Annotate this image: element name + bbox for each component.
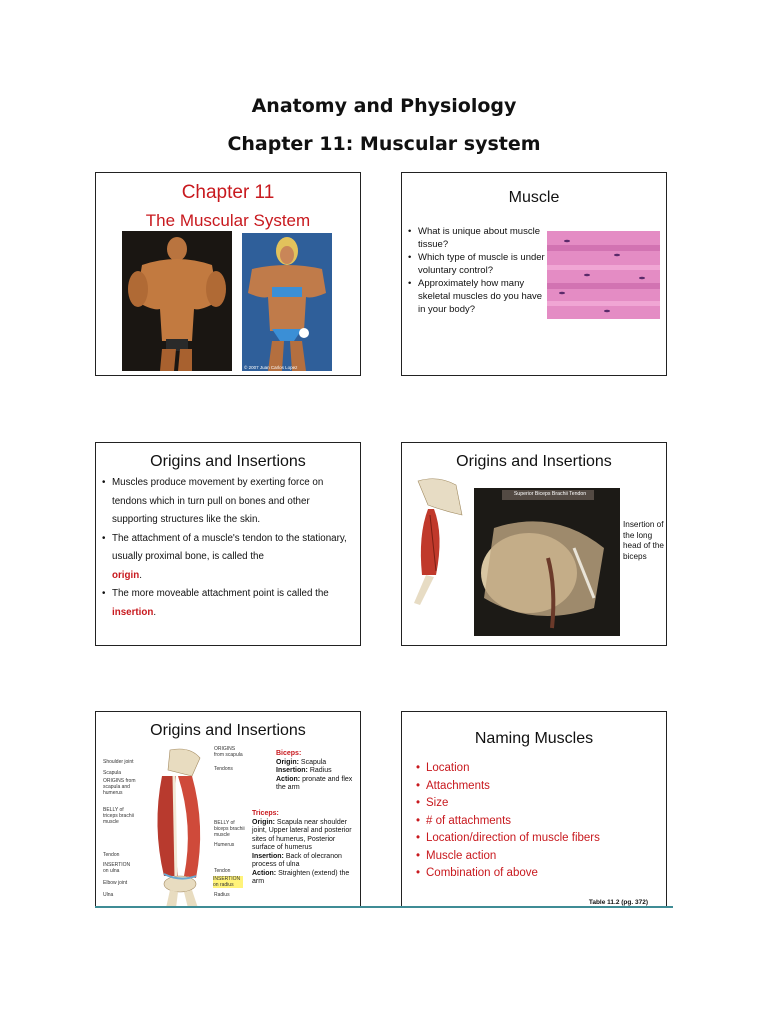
- table-reference: Table 11.2 (pg. 372): [588, 899, 648, 906]
- document-title: Anatomy and Physiology: [251, 95, 517, 117]
- muscle-tissue-micrograph: [547, 231, 660, 319]
- list-item: • Muscles produce movement by exerting force on tendons which in turn pull on bones and other supporting structures like the skin.: [102, 474, 354, 530]
- photo-label: Superior Biceps Brachii Tendon: [513, 491, 587, 497]
- triceps-action: Action: Straighten (extend) the arm: [252, 869, 350, 885]
- insertion-caption: Insertion of the long head of the biceps: [623, 520, 664, 561]
- label-left: ORIGINS from scapula and humerus: [103, 778, 136, 796]
- biceps-heading: Biceps:: [276, 750, 302, 757]
- slide-title: Origins and Insertions: [456, 453, 612, 470]
- slide-title: Naming Muscles: [474, 730, 594, 747]
- insertion-term: insertion: [112, 606, 154, 618]
- biceps-info: [276, 750, 360, 793]
- biceps-triceps-illustration: [140, 746, 216, 907]
- list-item: • Location: [416, 760, 656, 778]
- bodybuilder-male-image: [122, 231, 232, 371]
- slide-title: Origins and Insertions: [150, 453, 306, 470]
- origins-definition-list: [102, 474, 354, 622]
- list-item: • The more moveable attachment point is called the insertion.: [102, 585, 354, 622]
- list-item: • Combination of above: [416, 865, 656, 883]
- insertion-on-radius-label: INSERTION on radius: [213, 876, 243, 888]
- triceps-insertion: Insertion: Back of olecranon process of ulna: [252, 852, 342, 868]
- label-right: Tendons: [214, 766, 233, 772]
- slide-chapter-label: Chapter 11: [181, 182, 275, 203]
- list-item: • Attachments: [416, 778, 656, 796]
- bodybuilder-female-image: [242, 233, 332, 371]
- biceps-origin: Origin: Scapula: [276, 758, 327, 766]
- slide-muscle-title: Muscle: [508, 189, 560, 206]
- dissection-photo: [474, 488, 620, 636]
- slide-origins-insertions-3: [95, 711, 361, 907]
- label-right: ORIGINS from scapula: [214, 746, 243, 758]
- slide-naming-muscles: [401, 711, 667, 907]
- triceps-info: [252, 810, 360, 887]
- label-left: Tendon: [103, 852, 120, 858]
- photo-credit: © 2007 Juan Carlos Lopez: [244, 365, 298, 370]
- document-subtitle: Chapter 11: Muscular system: [227, 133, 541, 155]
- origin-term: origin: [112, 569, 140, 581]
- label-left: Shoulder joint: [103, 759, 134, 765]
- biceps-action: Action: pronate and flex the arm: [276, 775, 353, 791]
- label-right: Tendon: [214, 868, 231, 874]
- label-left: Elbow joint: [103, 880, 128, 886]
- list-item: • What is unique about muscle tissue?: [408, 225, 548, 251]
- list-item: • Location/direction of muscle fibers: [416, 830, 656, 848]
- biceps-insertion: Insertion: Radius: [276, 767, 332, 774]
- naming-muscles-list: [416, 760, 656, 883]
- slide-muscle: [401, 172, 667, 376]
- slide-title: Origins and Insertions: [150, 722, 306, 739]
- slide-chapter-11: [95, 172, 361, 376]
- slide-chapter-title: The Muscular System: [145, 211, 311, 230]
- list-item: • The attachment of a muscle's tendon to the stationary, usually proximal bone, is called the origin.: [102, 530, 354, 586]
- arm-illustration: [404, 475, 472, 605]
- label-right: BELLY of biceps brachii muscle: [214, 820, 245, 838]
- triceps-origin: Origin: Scapula near shoulder joint, Upper lateral and posterior sites of humerus, Posterior surface of humerus: [252, 818, 352, 851]
- insertion-definition-text: The more moveable attachment point is called the: [112, 588, 329, 599]
- list-item: • # of attachments: [416, 813, 656, 831]
- origin-definition-text: The attachment of a muscle's tendon to the stationary, usually proximal bone, is called the: [112, 532, 347, 562]
- bottom-divider: [95, 906, 673, 908]
- list-item: • Size: [416, 795, 656, 813]
- label-right: Humerus: [214, 842, 235, 848]
- label-left: INSERTION on ulna: [103, 862, 131, 874]
- slide-origins-insertions-2: [401, 442, 667, 646]
- list-item: • Approximately how many skeletal muscles do you have in your body?: [408, 277, 548, 316]
- slide-origins-insertions-1: [95, 442, 361, 646]
- triceps-heading: Triceps:: [252, 810, 279, 817]
- label-left: Scapula: [103, 770, 122, 776]
- label-right: Radius: [214, 892, 230, 898]
- list-item: • Which type of muscle is under voluntary control?: [408, 251, 548, 277]
- label-left: BELLY of triceps brachii muscle: [103, 807, 134, 825]
- list-item: • Muscle action: [416, 848, 656, 866]
- label-left: Ulna: [103, 892, 114, 898]
- muscle-questions-list: [408, 225, 548, 316]
